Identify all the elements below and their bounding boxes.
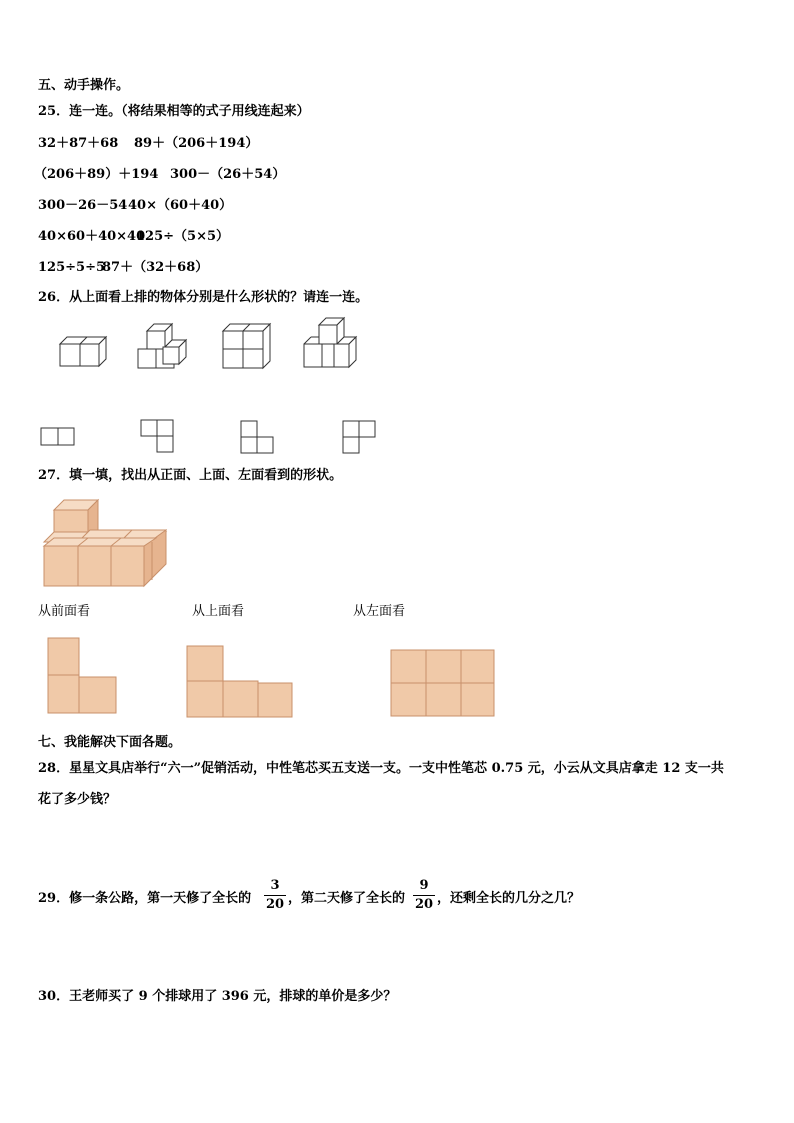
expr-right-5: 87＋（32＋68） xyxy=(102,260,209,275)
expr-left-3: 300－26－54 xyxy=(38,198,128,213)
expr-left-5: 125÷5÷5 xyxy=(38,260,106,275)
question-30: 30．王老师买了 9 个排球用了 396 元，排球的单价是多少？ xyxy=(38,989,397,1004)
top-view-shape xyxy=(187,646,292,717)
expr-left-2: （206＋89）＋194 xyxy=(34,167,159,182)
fraction-9-20: 9 20 xyxy=(414,878,434,912)
question-29-part-3: ，还剩全长的几分之几？ xyxy=(437,891,581,906)
expr-left-1: 32＋87＋68 xyxy=(38,136,119,151)
question-28-line-1: 28．星星文具店举行“六一”促销活动，中性笔芯买五支送一支。一支中性笔芯 0.75 元，小云从文具店拿走 12 支一共 xyxy=(38,761,724,776)
question-29-part-1: 29．修一条公路，第一天修了全长的 xyxy=(38,891,252,906)
view-label-top: 从上面看 xyxy=(192,604,245,619)
q27-solid xyxy=(44,500,166,586)
expr-right-3: 40×（60＋40） xyxy=(128,198,233,213)
q26-shape-3 xyxy=(241,421,273,453)
question-28-line-2: 花了多少钱？ xyxy=(38,792,117,807)
q26-figures xyxy=(0,310,794,460)
q26-object-4 xyxy=(304,318,356,367)
view-label-front: 从前面看 xyxy=(38,604,91,619)
expr-left-4: 40×60＋40×40 xyxy=(38,229,146,244)
view-label-left: 从左面看 xyxy=(353,604,406,619)
expr-right-2: 300－（26＋54） xyxy=(170,167,286,182)
fraction-3-20: 3 20 xyxy=(265,878,285,912)
q26-object-2 xyxy=(138,324,186,368)
q26-shape-2 xyxy=(141,420,173,452)
section-title: 五、动手操作。 xyxy=(38,78,130,93)
q26-shape-1 xyxy=(41,428,74,445)
question-26-title: 26．从上面看上排的物体分别是什么形状的？请连一连。 xyxy=(38,290,369,305)
left-view-shape xyxy=(391,650,494,716)
question-25-title: 25．连一连。（将结果相等的式子用线连起来） xyxy=(38,104,310,119)
q26-object-3 xyxy=(223,324,270,368)
expr-right-1: 89＋（206＋194） xyxy=(134,136,259,151)
front-view-shape xyxy=(48,638,116,713)
question-29-part-2: ，第二天修了全长的 xyxy=(288,891,406,906)
q26-object-1 xyxy=(60,337,106,366)
section-title: 七、我能解决下面各题。 xyxy=(38,735,182,750)
q26-shape-4 xyxy=(343,421,375,453)
q27-views xyxy=(0,630,794,730)
question-27-title: 27．填一填，找出从正面、上面、左面看到的形状。 xyxy=(38,468,343,483)
expr-right-4: 125÷（5×5） xyxy=(136,229,230,244)
